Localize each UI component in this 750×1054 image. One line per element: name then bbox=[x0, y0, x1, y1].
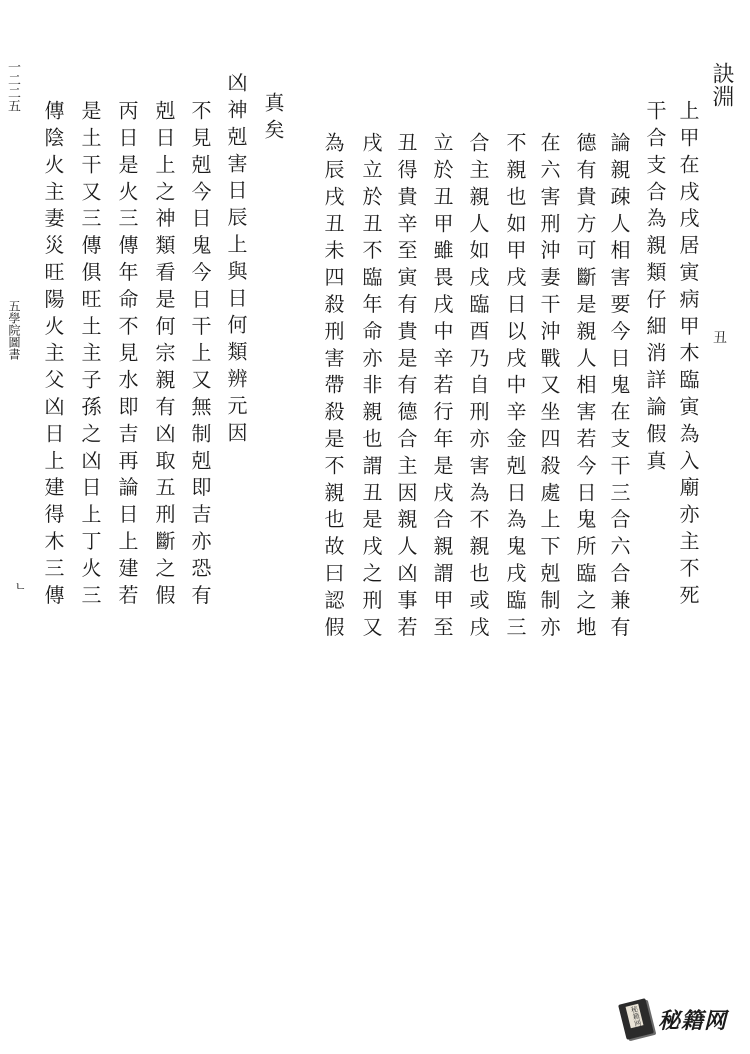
text-column: 合主親人如戌臨酉乃自刑亦害為不親也或戌 bbox=[466, 132, 490, 644]
margin-mark: ㄴ bbox=[13, 580, 27, 592]
text-column: 不見剋今日鬼今日干上又無制剋即吉亦恐有 bbox=[188, 100, 212, 612]
text-column: 干合支合為親類仔細消詳論假真 bbox=[643, 100, 667, 477]
text-column: 上甲在戌戌居寅病甲木臨寅為入廟亦主不死 bbox=[676, 100, 700, 612]
page-mark: 丑 bbox=[711, 330, 727, 344]
text-column: 在六害刑沖妻干沖戰又坐四殺處上下剋制亦 bbox=[537, 132, 561, 644]
margin-upper-note: 一二二五 bbox=[5, 60, 20, 112]
text-column: 真矣 bbox=[261, 92, 285, 146]
site-watermark bbox=[618, 996, 744, 1042]
text-column: 剋日上之神類看是何宗親有凶取五刑斷之假 bbox=[152, 100, 176, 612]
text-column: 傳陰火主妻災旺陽火主父凶日上建得木三傳 bbox=[41, 100, 65, 612]
book-icon bbox=[618, 999, 654, 1039]
text-column: 德有貴方可斷是親人相害若今日鬼所臨之地 bbox=[573, 132, 597, 644]
text-column: 丑得貴辛至寅有貴是有德合主因親人凶事若 bbox=[394, 132, 418, 644]
text-column: 論親疎人相害要今日鬼在支干三合六合兼有 bbox=[607, 132, 631, 644]
text-column: 不親也如甲戌日以戌中辛金剋日為鬼戌臨三 bbox=[503, 132, 527, 644]
text-column: 為辰戌丑未四殺刑害帶殺是不親也故曰認假 bbox=[321, 132, 345, 644]
watermark-text: 秘籍网 bbox=[658, 1007, 728, 1034]
text-column: 是土干又三傳俱旺土主子孫之凶日上丁火三 bbox=[78, 100, 102, 612]
text-column: 立於丑甲雖畏戌中辛若行年是戌合親謂甲至 bbox=[430, 132, 454, 644]
book-label: 秘籍网 bbox=[626, 1004, 644, 1028]
text-column: 凶神剋害日辰上與日何類辨元因 bbox=[224, 72, 248, 449]
page-title: 訣淵 bbox=[709, 62, 734, 108]
text-column: 戌立於丑不臨年命亦非親也謂丑是戌之刑又 bbox=[359, 132, 383, 644]
text-column: 丙日是火三傳年命不見水即吉再論日上建若 bbox=[115, 100, 139, 612]
margin-lower-note: 五學院圖書 bbox=[7, 300, 21, 360]
